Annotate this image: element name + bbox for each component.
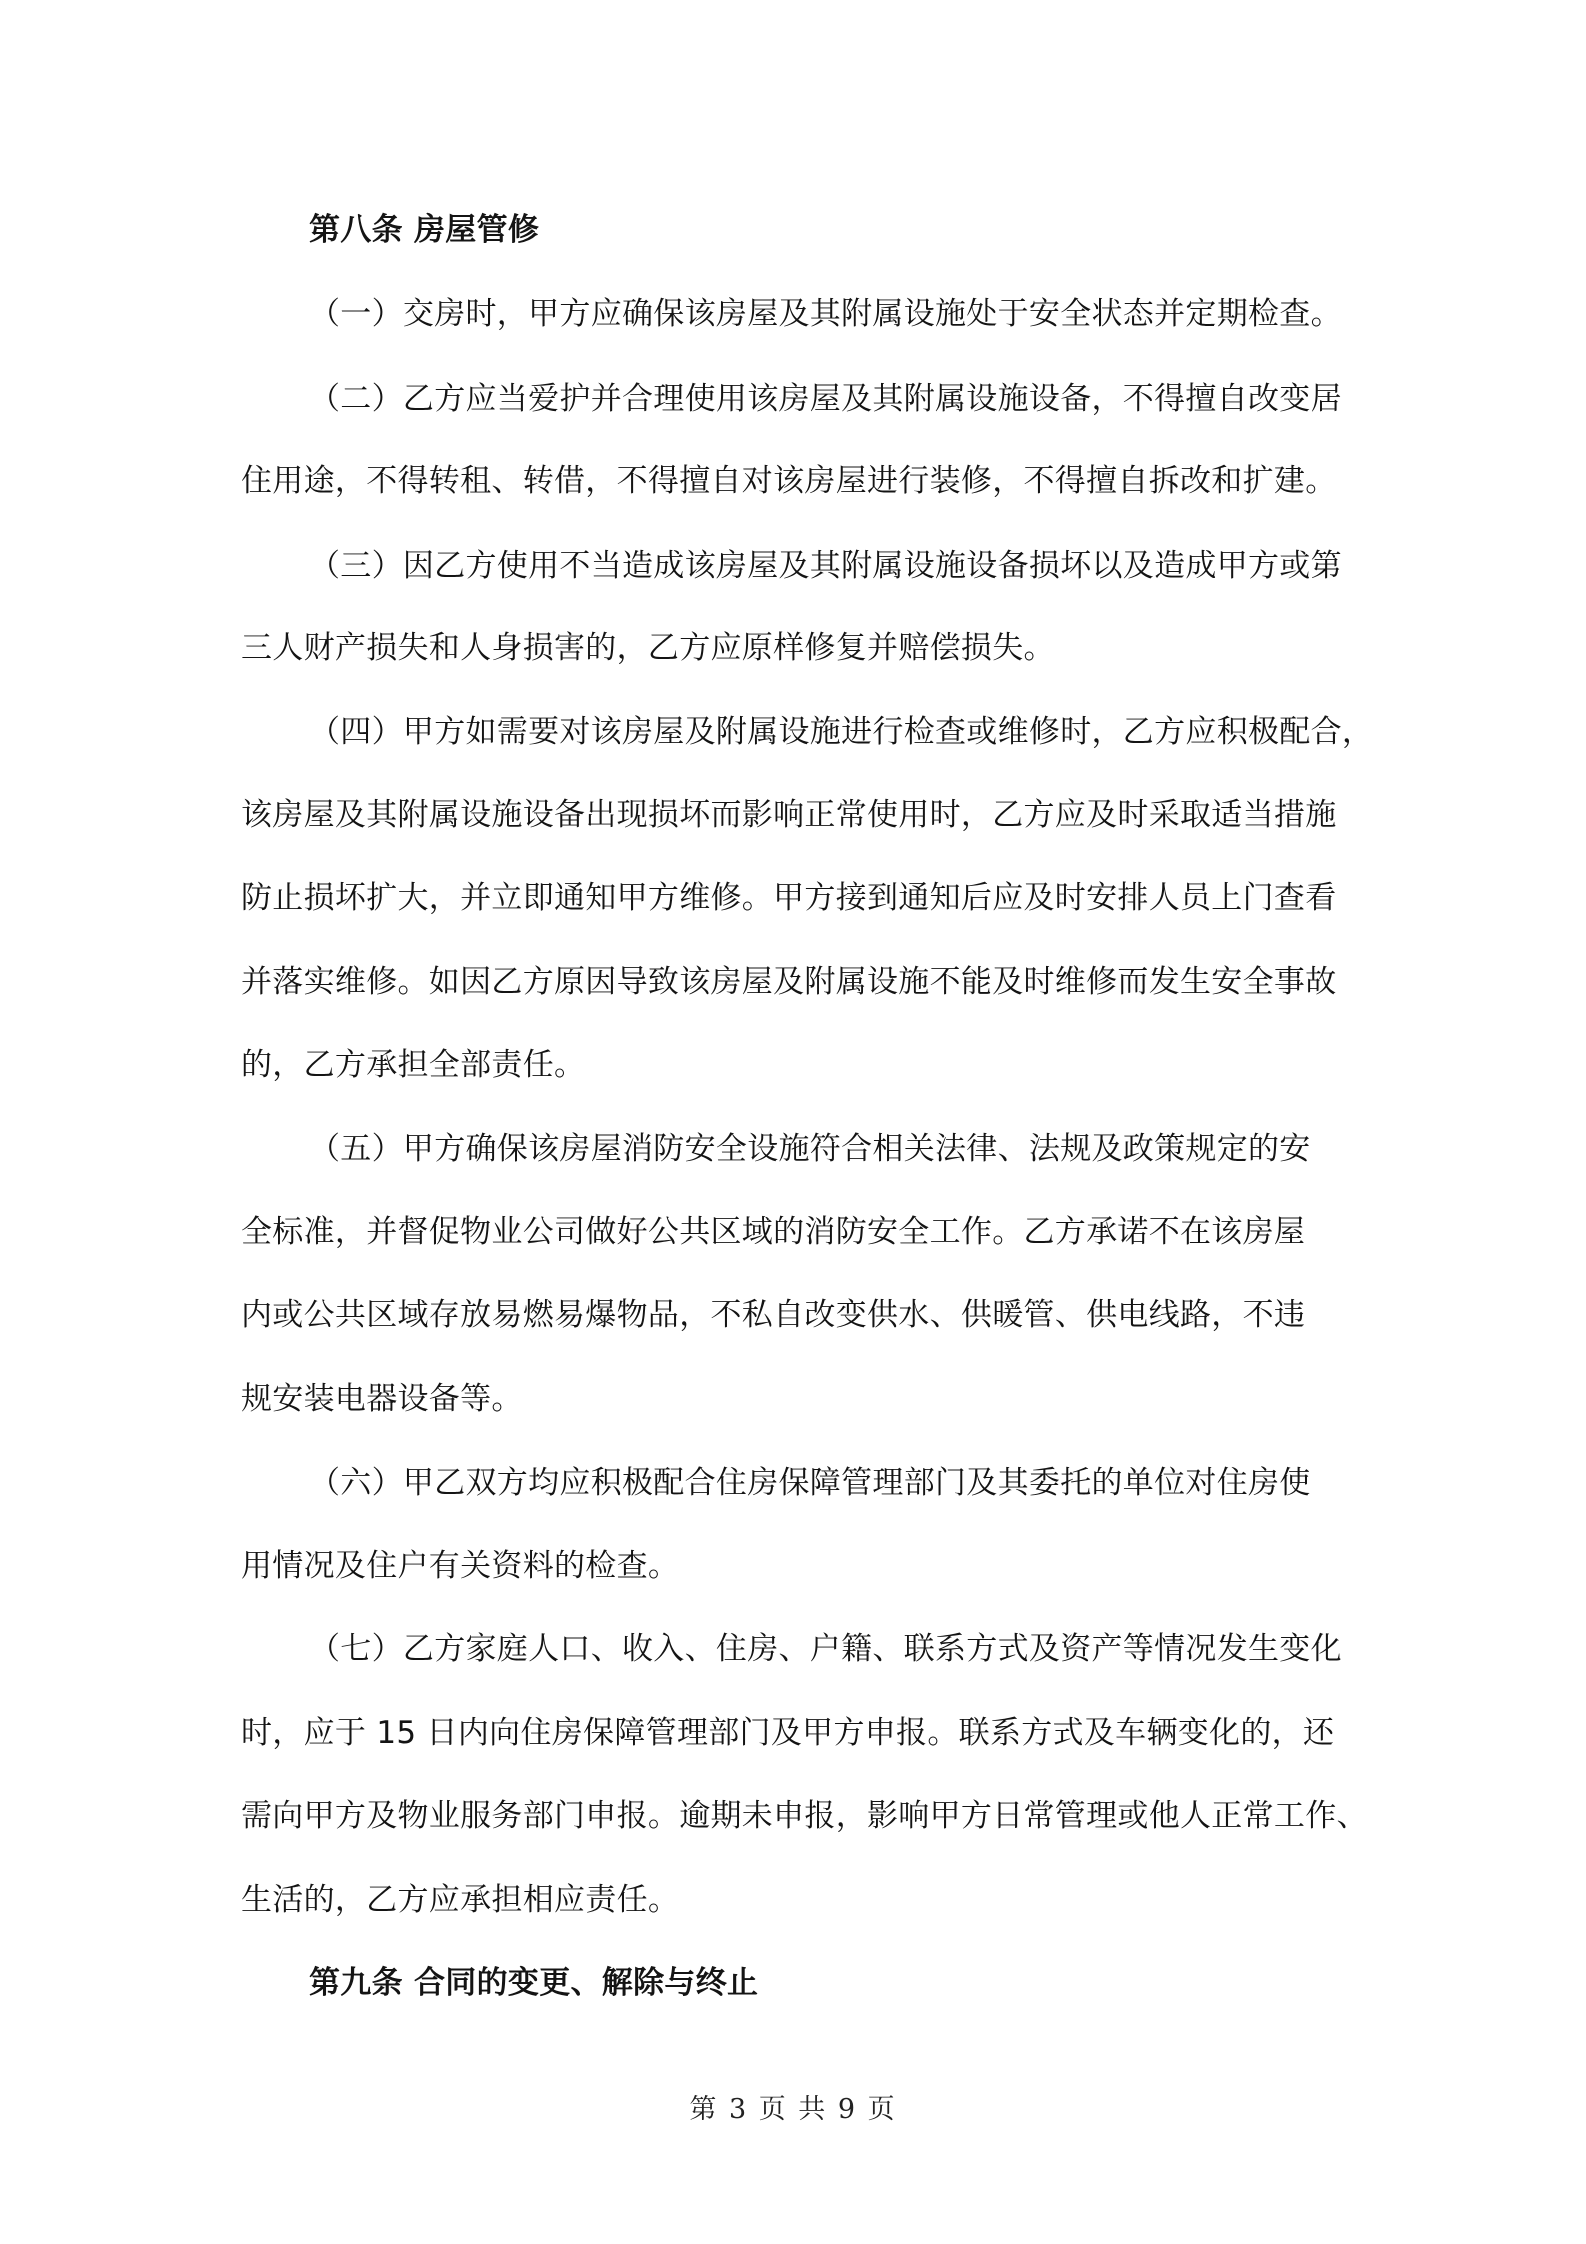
article-8-line-5: 三人财产损失和人身损害的，乙方应原样修复并赔偿损失。: [241, 630, 1055, 666]
article-8-line-18: 时，应于 15 日内向住房保障管理部门及甲方申报。联系方式及车辆变化的，还: [241, 1715, 1335, 1751]
article-8-line-6: （四）甲方如需要对该房屋及附属设施进行检查或维修时，乙方应积极配合，: [309, 714, 1374, 750]
article-8-line-7: 该房屋及其附属设施设备出现损坏而影响正常使用时，乙方应及时采取适当措施: [241, 797, 1337, 833]
article-8-line-1: （一）交房时，甲方应确保该房屋及其附属设施处于安全状态并定期检查。: [309, 296, 1342, 332]
article-8-line-9: 并落实维修。如因乙方原因导致该房屋及附属设施不能及时维修而发生安全事故: [241, 964, 1337, 1000]
article-8-heading: 第八条 房屋管修: [309, 212, 540, 248]
page-number-footer: 第 3 页 共 9 页: [689, 2094, 897, 2125]
article-9-heading: 第九条 合同的变更、解除与终止: [309, 1965, 759, 2001]
article-8-line-3: 住用途，不得转租、转借，不得擅自对该房屋进行装修，不得擅自拆改和扩建。: [241, 463, 1337, 499]
article-8-line-12: 全标准，并督促物业公司做好公共区域的消防安全工作。乙方承诺不在该房屋: [241, 1214, 1306, 1250]
article-8-line-8: 防止损坏扩大，并立即通知甲方维修。甲方接到通知后应及时安排人员上门查看: [241, 880, 1337, 916]
article-8-line-15: （六）甲乙双方均应积极配合住房保障管理部门及其委托的单位对住房使: [309, 1465, 1311, 1501]
article-8-line-20: 生活的，乙方应承担相应责任。: [241, 1882, 680, 1918]
article-8-line-2: （二）乙方应当爱护并合理使用该房屋及其附属设施设备，不得擅自改变居: [309, 381, 1342, 417]
article-8-line-16: 用情况及住户有关资料的检查。: [241, 1548, 680, 1584]
article-8-line-4: （三）因乙方使用不当造成该房屋及其附属设施设备损坏以及造成甲方或第: [309, 548, 1342, 584]
article-8-line-14: 规安装电器设备等。: [241, 1381, 523, 1417]
article-8-line-10: 的，乙方承担全部责任。: [241, 1047, 586, 1083]
article-8-line-11: （五）甲方确保该房屋消防安全设施符合相关法律、法规及政策规定的安: [309, 1131, 1311, 1167]
article-8-line-13: 内或公共区域存放易燃易爆物品，不私自改变供水、供暖管、供电线路，不违: [241, 1297, 1306, 1333]
article-8-line-17: （七）乙方家庭人口、收入、住房、户籍、联系方式及资产等情况发生变化: [309, 1631, 1342, 1667]
article-8-line-19: 需向甲方及物业服务部门申报。逾期未申报，影响甲方日常管理或他人正常工作、: [241, 1798, 1368, 1834]
